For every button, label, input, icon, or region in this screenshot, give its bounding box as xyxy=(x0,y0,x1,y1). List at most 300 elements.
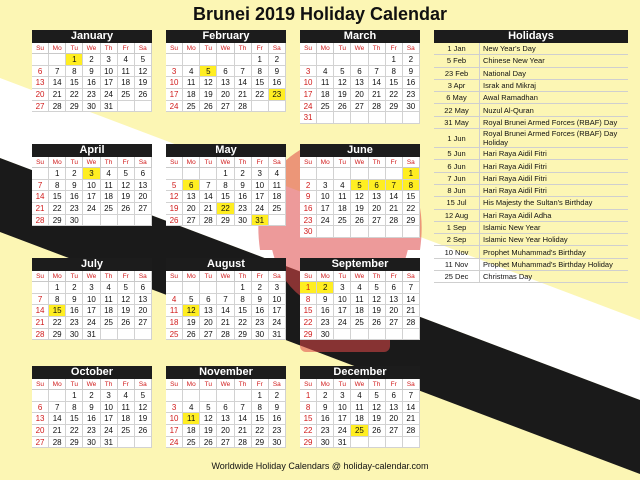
day-cell xyxy=(386,226,403,238)
day-cell: 10 xyxy=(166,413,183,425)
day-cell: 28 xyxy=(235,101,252,113)
day-cell: 21 xyxy=(235,89,252,101)
day-cell xyxy=(369,168,386,180)
day-cell: 23 xyxy=(235,203,252,215)
day-cell: 27 xyxy=(351,101,368,113)
weekday-label: Sa xyxy=(135,157,152,168)
weekday-label: We xyxy=(351,379,368,390)
holiday-name: Prophet Muhammad's Birthday Holiday xyxy=(483,259,613,269)
month-name: April xyxy=(32,144,152,157)
day-cell: 16 xyxy=(300,203,317,215)
month-name: November xyxy=(166,366,286,379)
day-cell xyxy=(200,282,217,294)
day-cell: 21 xyxy=(235,425,252,437)
day-cell xyxy=(32,282,49,294)
week-row xyxy=(32,191,152,203)
month-name: September xyxy=(300,258,420,271)
day-cell: 23 xyxy=(317,317,334,329)
holiday-row xyxy=(434,55,628,67)
day-cell: 11 xyxy=(334,191,351,203)
week-row xyxy=(300,77,420,89)
week-row xyxy=(300,215,420,227)
week-row xyxy=(32,390,152,402)
weekday-label: Mo xyxy=(49,157,66,168)
holiday-date: 5 Jun xyxy=(434,148,480,159)
day-cell: 18 xyxy=(351,305,368,317)
holiday-name: Chinese New Year xyxy=(483,56,545,66)
day-cell: 25 xyxy=(351,425,368,437)
day-cell: 21 xyxy=(369,89,386,101)
day-cell xyxy=(369,437,386,449)
day-cell: 2 xyxy=(66,282,83,294)
holiday-name: Hari Raya Aidil Adha xyxy=(483,210,552,220)
week-row xyxy=(300,282,420,294)
day-cell: 14 xyxy=(49,77,66,89)
day-cell: 25 xyxy=(351,317,368,329)
day-cell: 17 xyxy=(101,413,118,425)
day-cell: 6 xyxy=(369,180,386,192)
week-row xyxy=(300,168,420,180)
holiday-name: Prophet Muhammad's Birthday xyxy=(483,247,586,257)
day-cell xyxy=(118,329,135,341)
week-row xyxy=(166,390,286,402)
holiday-date: 31 May xyxy=(434,117,480,128)
day-cell: 19 xyxy=(200,89,217,101)
day-cell: 6 xyxy=(386,390,403,402)
day-cell: 9 xyxy=(252,294,269,306)
day-cell: 11 xyxy=(317,77,334,89)
day-cell: 20 xyxy=(351,89,368,101)
day-cell: 14 xyxy=(369,77,386,89)
day-cell: 14 xyxy=(403,294,420,306)
day-cell xyxy=(32,54,49,66)
holiday-date: 5 Feb xyxy=(434,55,480,66)
day-cell: 13 xyxy=(135,294,152,306)
weekday-label: Fr xyxy=(252,271,269,282)
day-cell: 21 xyxy=(403,413,420,425)
day-cell: 30 xyxy=(83,101,100,113)
day-cell: 19 xyxy=(183,317,200,329)
day-cell: 6 xyxy=(386,282,403,294)
day-cell: 17 xyxy=(334,305,351,317)
weekday-label: Sa xyxy=(135,271,152,282)
day-cell: 11 xyxy=(118,402,135,414)
weekday-label: Mo xyxy=(183,379,200,390)
day-cell: 26 xyxy=(135,89,152,101)
day-cell: 3 xyxy=(334,282,351,294)
weekday-header xyxy=(166,271,286,282)
weekday-label: Mo xyxy=(49,271,66,282)
day-cell: 4 xyxy=(118,54,135,66)
weekday-label: We xyxy=(351,271,368,282)
weekday-label: Mo xyxy=(317,271,334,282)
day-cell: 12 xyxy=(183,305,200,317)
day-cell: 11 xyxy=(183,413,200,425)
day-cell: 10 xyxy=(300,77,317,89)
week-row xyxy=(32,282,152,294)
day-cell: 14 xyxy=(235,413,252,425)
day-cell: 8 xyxy=(252,66,269,78)
weekday-label: Tu xyxy=(66,379,83,390)
day-cell: 16 xyxy=(235,191,252,203)
weekday-label: Fr xyxy=(386,157,403,168)
day-cell: 4 xyxy=(351,390,368,402)
month-name: December xyxy=(300,366,420,379)
day-cell: 16 xyxy=(66,191,83,203)
day-cell xyxy=(334,329,351,341)
weekday-label: We xyxy=(351,157,368,168)
week-row xyxy=(166,66,286,78)
day-cell xyxy=(269,215,286,227)
holiday-date: 6 May xyxy=(434,92,480,103)
holiday-date: 22 May xyxy=(434,104,480,115)
day-cell: 8 xyxy=(252,402,269,414)
day-cell: 25 xyxy=(118,89,135,101)
day-cell: 1 xyxy=(235,282,252,294)
day-cell: 9 xyxy=(66,180,83,192)
day-cell: 24 xyxy=(269,317,286,329)
day-cell: 13 xyxy=(217,413,234,425)
day-cell: 10 xyxy=(83,294,100,306)
day-cell: 27 xyxy=(183,215,200,227)
day-cell: 29 xyxy=(217,215,234,227)
day-cell: 14 xyxy=(200,191,217,203)
weekday-label: Sa xyxy=(135,379,152,390)
week-row xyxy=(300,317,420,329)
weekday-label: Tu xyxy=(66,157,83,168)
day-cell: 13 xyxy=(386,294,403,306)
day-cell: 11 xyxy=(269,180,286,192)
day-cell: 28 xyxy=(386,215,403,227)
day-cell: 19 xyxy=(135,77,152,89)
day-cell xyxy=(300,54,317,66)
day-cell: 27 xyxy=(200,329,217,341)
day-cell: 4 xyxy=(166,294,183,306)
day-cell: 8 xyxy=(235,294,252,306)
weekday-label: Tu xyxy=(334,379,351,390)
day-cell: 17 xyxy=(166,425,183,437)
day-cell: 23 xyxy=(269,425,286,437)
day-cell: 28 xyxy=(217,329,234,341)
day-cell: 11 xyxy=(101,294,118,306)
day-cell: 28 xyxy=(403,425,420,437)
week-row xyxy=(300,112,420,124)
month-name: August xyxy=(166,258,286,271)
week-row xyxy=(300,101,420,113)
day-cell: 1 xyxy=(49,168,66,180)
month-name: May xyxy=(166,144,286,157)
page-title: Brunei 2019 Holiday Calendar xyxy=(192,4,448,24)
day-cell: 29 xyxy=(49,215,66,227)
day-cell: 25 xyxy=(101,317,118,329)
day-cell: 24 xyxy=(83,203,100,215)
day-cell: 1 xyxy=(66,54,83,66)
week-row xyxy=(300,402,420,414)
day-cell: 29 xyxy=(300,329,317,341)
day-cell: 27 xyxy=(32,437,49,449)
day-cell: 28 xyxy=(32,215,49,227)
day-cell: 9 xyxy=(300,191,317,203)
weekday-label: We xyxy=(217,271,234,282)
day-cell: 25 xyxy=(166,329,183,341)
day-cell xyxy=(386,329,403,341)
day-cell: 10 xyxy=(101,66,118,78)
weekday-label: We xyxy=(83,379,100,390)
holiday-row xyxy=(434,68,628,80)
weekday-label: Th xyxy=(101,157,118,168)
day-cell xyxy=(351,226,368,238)
weekday-label: Tu xyxy=(66,271,83,282)
holiday-row xyxy=(434,148,628,160)
weekday-label: Mo xyxy=(317,379,334,390)
day-cell: 5 xyxy=(135,390,152,402)
day-cell: 7 xyxy=(235,66,252,78)
day-cell: 8 xyxy=(66,402,83,414)
week-row xyxy=(300,226,420,238)
day-cell: 6 xyxy=(217,402,234,414)
day-cell: 24 xyxy=(166,101,183,113)
day-cell: 13 xyxy=(369,191,386,203)
day-cell: 25 xyxy=(183,101,200,113)
day-cell: 31 xyxy=(101,437,118,449)
day-cell: 14 xyxy=(403,402,420,414)
weekday-label: Tu xyxy=(200,157,217,168)
day-cell: 21 xyxy=(217,317,234,329)
day-cell: 3 xyxy=(166,66,183,78)
day-cell: 20 xyxy=(135,305,152,317)
week-row xyxy=(166,89,286,101)
day-cell: 19 xyxy=(118,305,135,317)
weekday-label: Th xyxy=(101,43,118,54)
holiday-row xyxy=(434,43,628,55)
day-cell: 5 xyxy=(118,168,135,180)
holiday-name: Hari Raya Aidil Fitri xyxy=(483,173,547,183)
day-cell: 20 xyxy=(32,89,49,101)
day-cell: 5 xyxy=(200,402,217,414)
day-cell: 2 xyxy=(66,168,83,180)
day-cell: 29 xyxy=(66,101,83,113)
holiday-row xyxy=(434,271,628,283)
day-cell: 27 xyxy=(369,215,386,227)
weekday-label: We xyxy=(351,43,368,54)
day-cell: 24 xyxy=(317,215,334,227)
day-cell: 14 xyxy=(32,191,49,203)
day-cell: 15 xyxy=(217,191,234,203)
day-cell xyxy=(386,437,403,449)
day-cell: 21 xyxy=(49,425,66,437)
day-cell xyxy=(369,226,386,238)
day-cell: 28 xyxy=(49,101,66,113)
day-cell xyxy=(369,329,386,341)
day-cell: 19 xyxy=(200,425,217,437)
day-cell xyxy=(386,112,403,124)
month-march xyxy=(300,30,420,124)
day-cell: 25 xyxy=(118,425,135,437)
holiday-row xyxy=(434,160,628,172)
holiday-row xyxy=(434,185,628,197)
day-cell: 19 xyxy=(118,191,135,203)
weekday-label: Th xyxy=(235,271,252,282)
day-cell: 31 xyxy=(300,112,317,124)
day-cell: 10 xyxy=(83,180,100,192)
day-cell: 18 xyxy=(118,77,135,89)
day-cell xyxy=(217,54,234,66)
day-cell xyxy=(403,437,420,449)
day-cell: 15 xyxy=(49,191,66,203)
month-april xyxy=(32,144,152,226)
day-cell: 9 xyxy=(269,66,286,78)
weekday-label: Mo xyxy=(317,43,334,54)
holiday-name: Islamic New Year xyxy=(483,223,541,232)
day-cell: 3 xyxy=(166,402,183,414)
day-cell: 28 xyxy=(32,329,49,341)
day-cell: 8 xyxy=(300,294,317,306)
day-cell: 31 xyxy=(101,101,118,113)
day-cell: 5 xyxy=(135,54,152,66)
day-cell: 26 xyxy=(118,317,135,329)
day-cell: 2 xyxy=(269,54,286,66)
weekday-label: Tu xyxy=(334,271,351,282)
weekday-label: Tu xyxy=(334,43,351,54)
weekday-label: Th xyxy=(369,157,386,168)
day-cell xyxy=(49,54,66,66)
day-cell: 31 xyxy=(334,437,351,449)
week-row xyxy=(300,329,420,341)
day-cell: 16 xyxy=(403,77,420,89)
day-cell: 28 xyxy=(49,437,66,449)
day-cell: 17 xyxy=(83,305,100,317)
day-cell: 7 xyxy=(386,180,403,192)
holiday-list-heading: Holidays xyxy=(434,30,628,43)
day-cell: 22 xyxy=(66,425,83,437)
day-cell: 13 xyxy=(351,77,368,89)
weekday-label: Fr xyxy=(252,43,269,54)
day-cell: 10 xyxy=(269,294,286,306)
day-cell: 11 xyxy=(118,66,135,78)
day-cell: 22 xyxy=(66,89,83,101)
day-cell: 4 xyxy=(351,282,368,294)
day-cell: 18 xyxy=(101,191,118,203)
day-cell: 27 xyxy=(135,203,152,215)
day-cell: 7 xyxy=(403,282,420,294)
day-cell xyxy=(351,437,368,449)
day-cell xyxy=(200,168,217,180)
week-row xyxy=(166,101,286,113)
day-cell xyxy=(252,101,269,113)
day-cell xyxy=(317,226,334,238)
weekday-label: Tu xyxy=(334,157,351,168)
weekday-header xyxy=(32,157,152,168)
day-cell: 23 xyxy=(269,89,286,101)
day-cell: 31 xyxy=(269,329,286,341)
weekday-header xyxy=(300,379,420,390)
day-cell: 22 xyxy=(235,317,252,329)
day-cell: 28 xyxy=(200,215,217,227)
weekday-label: Su xyxy=(300,43,317,54)
weekday-label: Th xyxy=(235,157,252,168)
day-cell: 7 xyxy=(217,294,234,306)
weekday-header xyxy=(32,379,152,390)
day-cell: 26 xyxy=(369,317,386,329)
weekday-label: Sa xyxy=(269,157,286,168)
weekday-label: Mo xyxy=(49,43,66,54)
day-cell: 3 xyxy=(252,168,269,180)
day-cell: 30 xyxy=(300,226,317,238)
day-cell: 30 xyxy=(66,215,83,227)
day-cell: 12 xyxy=(118,294,135,306)
holiday-date: 2 Sep xyxy=(434,234,480,245)
holiday-date: 23 Feb xyxy=(434,68,480,79)
day-cell: 6 xyxy=(135,282,152,294)
day-cell: 24 xyxy=(101,425,118,437)
weekday-label: Su xyxy=(300,271,317,282)
holiday-list xyxy=(434,30,628,283)
day-cell: 2 xyxy=(83,390,100,402)
day-cell: 29 xyxy=(403,215,420,227)
day-cell: 24 xyxy=(252,203,269,215)
day-cell: 25 xyxy=(269,203,286,215)
day-cell: 9 xyxy=(235,180,252,192)
day-cell xyxy=(135,215,152,227)
day-cell: 3 xyxy=(101,390,118,402)
day-cell xyxy=(101,215,118,227)
holiday-row xyxy=(434,197,628,209)
day-cell: 9 xyxy=(317,402,334,414)
holiday-date: 10 Nov xyxy=(434,246,480,257)
weekday-label: Th xyxy=(369,271,386,282)
day-cell: 19 xyxy=(166,203,183,215)
day-cell: 21 xyxy=(200,203,217,215)
day-cell: 4 xyxy=(101,282,118,294)
day-cell xyxy=(334,226,351,238)
day-cell: 9 xyxy=(83,66,100,78)
day-cell xyxy=(118,437,135,449)
day-cell: 15 xyxy=(66,413,83,425)
weekday-label: Fr xyxy=(386,271,403,282)
month-september xyxy=(300,258,420,340)
holiday-row xyxy=(434,117,628,129)
day-cell: 23 xyxy=(66,203,83,215)
weekday-label: Sa xyxy=(403,379,420,390)
week-row xyxy=(300,66,420,78)
day-cell: 26 xyxy=(166,215,183,227)
week-row xyxy=(300,191,420,203)
holiday-date: 7 Jun xyxy=(434,173,480,184)
day-cell xyxy=(403,112,420,124)
weekday-label: Su xyxy=(32,43,49,54)
day-cell: 8 xyxy=(403,180,420,192)
weekday-label: We xyxy=(217,379,234,390)
week-row xyxy=(166,282,286,294)
day-cell: 9 xyxy=(317,294,334,306)
day-cell: 12 xyxy=(166,191,183,203)
holiday-name: Royal Brunei Armed Forces (RBAF) Day Holiday xyxy=(483,129,618,148)
weekday-label: We xyxy=(217,43,234,54)
day-cell: 15 xyxy=(252,413,269,425)
day-cell: 31 xyxy=(252,215,269,227)
day-cell: 16 xyxy=(66,305,83,317)
week-row xyxy=(166,425,286,437)
week-row xyxy=(32,180,152,192)
day-cell: 10 xyxy=(252,180,269,192)
holiday-name: Royal Brunei Armed Forces (RBAF) Day xyxy=(483,117,618,127)
day-cell: 22 xyxy=(252,89,269,101)
day-cell: 8 xyxy=(66,66,83,78)
day-cell xyxy=(183,390,200,402)
weekday-label: Th xyxy=(369,43,386,54)
day-cell: 2 xyxy=(317,282,334,294)
day-cell: 27 xyxy=(217,101,234,113)
